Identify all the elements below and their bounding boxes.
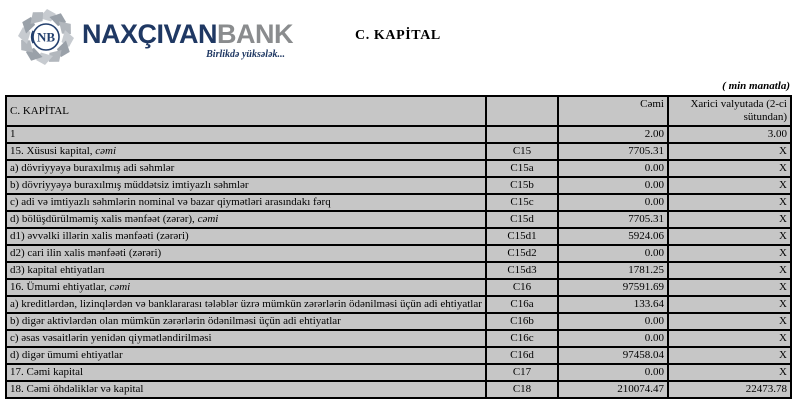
page-title: C. KAPİTAL <box>355 28 441 43</box>
row-label-cell: 17. Cəmi kapital <box>6 364 486 381</box>
row-code-cell: C15 <box>486 143 558 160</box>
row-total-cell: 0.00 <box>558 194 668 211</box>
table-row <box>6 160 791 177</box>
row-foreign-cell: X <box>668 296 791 313</box>
table-row <box>6 347 791 364</box>
row-foreign-cell: X <box>668 160 791 177</box>
table-row <box>6 313 791 330</box>
table-row <box>6 262 791 279</box>
table-row <box>6 126 791 143</box>
row-total-cell: 5924.06 <box>558 228 668 245</box>
row-label-cell: d1) əvvəlki illərin xalis mənfəəti (zərəri) <box>6 228 486 245</box>
row-label-cell: c) adi və imtiyazlı səhmlərin nominal və bazar qiymətləri arasındakı fərq <box>6 194 486 211</box>
row-total-cell: 0.00 <box>558 160 668 177</box>
table-row <box>6 381 791 398</box>
row-code-cell: C16b <box>486 313 558 330</box>
row-foreign-cell: X <box>668 211 791 228</box>
row-total-cell: 0.00 <box>558 177 668 194</box>
capital-table <box>5 95 792 399</box>
row-label-cell: b) digər aktivlərdən olan mümkün zərərlərin ödənilməsi üçün adi ehtiyatlar <box>6 313 486 330</box>
table-row <box>6 194 791 211</box>
row-label-cell: b) dövriyyəyə buraxılmış müddətsiz imtiyazlı səhmlər <box>6 177 486 194</box>
row-code-cell: C16d <box>486 347 558 364</box>
table-row <box>6 279 791 296</box>
row-code-cell: C15d1 <box>486 228 558 245</box>
row-foreign-cell: 22473.78 <box>668 381 791 398</box>
row-label-cell: 1 <box>6 126 486 143</box>
row-code-cell <box>486 126 558 143</box>
row-foreign-cell: X <box>668 194 791 211</box>
row-total-cell: 0.00 <box>558 245 668 262</box>
brand-slogan: Birlikdə yüksələk... <box>206 49 286 60</box>
row-foreign-cell: 3.00 <box>668 126 791 143</box>
row-total-cell: 2.00 <box>558 126 668 143</box>
table-row <box>6 245 791 262</box>
emblem-monogram: NB <box>36 29 56 45</box>
brand-name-secondary: BANK <box>217 19 294 49</box>
row-foreign-cell: X <box>668 245 791 262</box>
row-code-cell: C15a <box>486 160 558 177</box>
row-foreign-cell: X <box>668 364 791 381</box>
capital-table-body <box>6 126 791 398</box>
row-label-cell: 15. Xüsusi kapital, cəmi <box>6 143 486 160</box>
header-code <box>486 96 558 126</box>
row-code-cell: C16 <box>486 279 558 296</box>
bank-emblem-icon <box>16 7 76 67</box>
row-label-cell: a) dövriyyəyə buraxılmış adi səhmlər <box>6 160 486 177</box>
row-total-cell: 0.00 <box>558 364 668 381</box>
row-total-cell: 97591.69 <box>558 279 668 296</box>
header-total: Cəmi <box>558 96 668 126</box>
row-label-cell: d) bölüşdürülməmiş xalis mənfəət (zərər), cəmi <box>6 211 486 228</box>
row-label-cell: d3) kapital ehtiyatları <box>6 262 486 279</box>
table-row <box>6 330 791 347</box>
table-row <box>6 228 791 245</box>
row-label-cell: 16. Ümumi ehtiyatlar, cəmi <box>6 279 486 296</box>
row-code-cell: C15d2 <box>486 245 558 262</box>
brand-name <box>82 21 293 47</box>
row-foreign-cell: X <box>668 177 791 194</box>
row-code-cell: C15b <box>486 177 558 194</box>
table-row <box>6 211 791 228</box>
row-total-cell: 133.64 <box>558 296 668 313</box>
row-total-cell: 0.00 <box>558 330 668 347</box>
header-foreign-currency: Xarici valyutada (2-ci sütundan) <box>668 96 791 126</box>
row-label-cell: a) kreditlərdən, lizinqlərdən və banklararası tələblər üzrə mümkün zərərlərin ödənilməsi üçün adi ehtiyatlar <box>6 296 486 313</box>
row-code-cell: C15d <box>486 211 558 228</box>
row-foreign-cell: X <box>668 313 791 330</box>
table-row <box>6 143 791 160</box>
row-total-cell: 210074.47 <box>558 381 668 398</box>
row-label-cell: d) digər ümumi ehtiyatlar <box>6 347 486 364</box>
row-code-cell: C15c <box>486 194 558 211</box>
row-total-cell: 7705.31 <box>558 211 668 228</box>
table-row <box>6 296 791 313</box>
brand-text <box>82 7 293 60</box>
brand-name-primary: NAXÇIVAN <box>82 19 218 49</box>
row-code-cell: C15d3 <box>486 262 558 279</box>
row-foreign-cell: X <box>668 228 791 245</box>
row-label-italic: cəmi <box>197 213 219 225</box>
row-total-cell: 97458.04 <box>558 347 668 364</box>
bank-logo <box>16 7 293 67</box>
row-label-italic: cəmi <box>109 281 131 293</box>
row-foreign-cell: X <box>668 330 791 347</box>
row-label-italic: cəmi <box>95 145 117 157</box>
row-label-cell: 18. Cəmi öhdəliklər və kapital <box>6 381 486 398</box>
row-code-cell: C18 <box>486 381 558 398</box>
row-foreign-cell: X <box>668 279 791 296</box>
row-label-cell: c) əsas vəsaitlərin yenidən qiymətləndirilməsi <box>6 330 486 347</box>
row-label-cell: d2) cari ilin xalis mənfəəti (zərəri) <box>6 245 486 262</box>
row-total-cell: 0.00 <box>558 313 668 330</box>
row-code-cell: C17 <box>486 364 558 381</box>
table-row <box>6 364 791 381</box>
row-code-cell: C16c <box>486 330 558 347</box>
row-total-cell: 7705.31 <box>558 143 668 160</box>
table-row <box>6 177 791 194</box>
table-header-row <box>6 96 791 126</box>
row-total-cell: 1781.25 <box>558 262 668 279</box>
row-foreign-cell: X <box>668 262 791 279</box>
row-foreign-cell: X <box>668 347 791 364</box>
row-foreign-cell: X <box>668 143 791 160</box>
unit-note: ( min manatla) <box>722 80 790 92</box>
row-code-cell: C16a <box>486 296 558 313</box>
header-section-title: C. KAPİTAL <box>6 96 486 126</box>
